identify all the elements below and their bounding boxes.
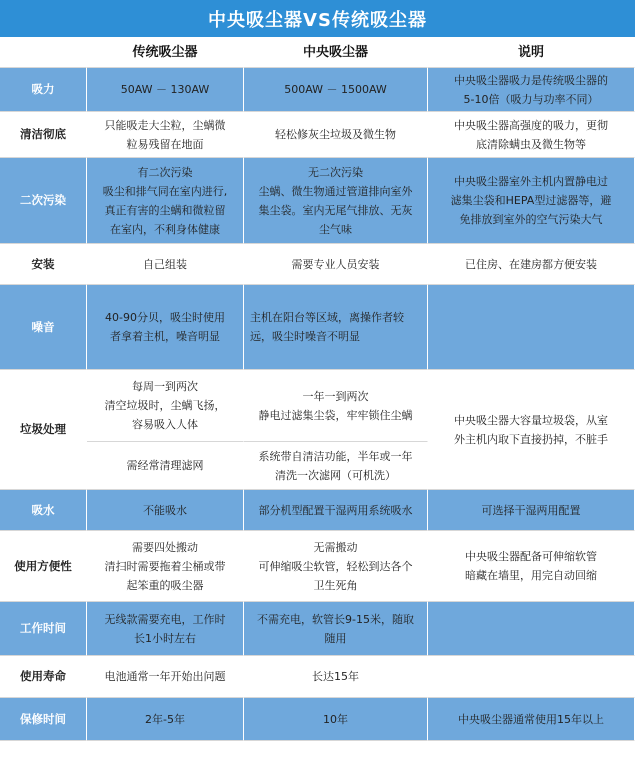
note-cell (428, 370, 635, 490)
traditional-cell (87, 442, 244, 490)
note-cell-line: 外主机内取下直接扔掉，不脏手 (454, 432, 608, 446)
traditional-cell (87, 158, 244, 244)
note-cell (428, 698, 635, 741)
central-cell (244, 244, 428, 285)
note-cell (428, 531, 635, 602)
traditional-cell-line: 40-90分贝，吸尘时使用 (105, 311, 225, 324)
traditional-cell-line: 清扫时需要拖着尘桶或带 (104, 559, 226, 573)
traditional-cell-line: 吸尘和排气同在室内进行, (102, 184, 228, 198)
header-blank (0, 37, 87, 68)
traditional-cell-line: 容易吸入人体 (132, 418, 198, 431)
note-cell-line: 中央吸尘器高强度的吸力，更彻 (454, 118, 608, 132)
central-cell (244, 698, 428, 741)
row-label: 噪音 (0, 285, 87, 370)
traditional-cell (87, 602, 244, 656)
central-cell (244, 442, 428, 490)
central-cell-line: 500AW － 1500AW (284, 83, 387, 96)
traditional-cell-line: 需要四处搬动 (132, 540, 198, 554)
central-cell-line: 尘气味 (319, 222, 352, 236)
note-cell-line: 底清除螨虫及微生物等 (476, 137, 586, 151)
traditional-cell (87, 244, 244, 285)
row-label: 垃圾处理 (0, 370, 87, 490)
central-cell (244, 490, 428, 531)
row-label: 使用方便性 (0, 531, 87, 602)
note-cell (428, 490, 635, 531)
note-cell-line: 免排放到室外的空气污染大气 (459, 213, 603, 226)
header-central: 中央吸尘器 (244, 37, 428, 68)
traditional-cell-line: 者拿着主机，噪音明显 (110, 330, 220, 343)
central-cell (244, 370, 428, 442)
note-cell (428, 656, 635, 698)
row-label: 清洁彻底 (0, 112, 87, 158)
traditional-cell (87, 112, 244, 158)
central-cell-line: 系统带自清洁功能，半年或一年 (258, 449, 413, 463)
central-cell-line: 远，吸尘时噪音不明显 (250, 330, 360, 343)
central-cell-line: 轻松修灰尘垃圾及微生物 (275, 128, 396, 141)
note-cell-line: 可选择干湿两用配置 (481, 503, 581, 517)
central-cell (244, 285, 428, 370)
traditional-cell-line: 需经常清理滤网 (126, 459, 204, 472)
traditional-cell (87, 370, 244, 442)
central-cell-line: 清洗一次滤网（可机洗） (275, 468, 396, 482)
traditional-cell-line: 起笨重的吸尘器 (126, 578, 204, 592)
header-traditional: 传统吸尘器 (87, 37, 244, 68)
central-cell (244, 531, 428, 602)
row-label: 保修时间 (0, 698, 87, 741)
central-cell-line: 需要专业人员安装 (291, 257, 380, 271)
row-label: 二次污染 (0, 158, 87, 244)
central-cell-line: 部分机型配置干湿两用系统吸水 (258, 503, 413, 517)
note-cell (428, 602, 635, 656)
note-cell-line: 5-10倍（吸力与功率不同） (463, 92, 599, 106)
traditional-cell (87, 285, 244, 370)
traditional-cell-line: 在室内，不利身体健康 (110, 222, 220, 236)
note-cell-line: 滤集尘袋和HEPA型过滤器等，避 (450, 194, 612, 207)
note-cell-line: 已住房、在建房都方便安装 (465, 257, 597, 271)
traditional-cell-line: 有二次污染 (137, 165, 193, 179)
row-label: 吸水 (0, 490, 87, 531)
traditional-cell-line: 只能吸走大尘粒，尘螨微 (104, 118, 226, 132)
traditional-cell-line: 长1小时左右 (134, 631, 196, 645)
traditional-cell-line: 清空垃圾时，尘螨飞扬， (104, 399, 226, 412)
note-cell-line: 中央吸尘器大容量垃圾袋，从室 (454, 413, 608, 427)
central-cell-line: 无二次污染 (308, 165, 363, 179)
page-title: 中央吸尘器VS传统吸尘器 (0, 0, 635, 37)
central-cell-line: 集尘袋。室内无尾气排放、无灰 (258, 203, 413, 217)
note-cell (428, 68, 635, 112)
central-cell (244, 602, 428, 656)
central-cell-line: 主机在阳台等区域，离操作者较 (250, 311, 404, 324)
row-label: 吸力 (0, 68, 87, 112)
note-cell (428, 158, 635, 244)
central-cell-line: 随用 (324, 631, 347, 645)
central-cell-line: 不需充电，软管长9-15米，随取 (257, 612, 414, 626)
row-label: 安装 (0, 244, 87, 285)
traditional-cell-line: 真正有害的尘螨和微粒留 (104, 203, 226, 217)
central-cell (244, 656, 428, 698)
central-cell-line: 卫生死角 (313, 578, 358, 592)
note-cell (428, 244, 635, 285)
traditional-cell (87, 531, 244, 602)
central-cell-line: 静电过滤集尘袋，牢牢锁住尘螨 (258, 408, 413, 422)
central-cell-line: 可伸缩吸尘软管，轻松到达各个 (258, 559, 413, 573)
traditional-cell-line: 每周一到两次 (132, 380, 198, 393)
traditional-cell (87, 656, 244, 698)
note-cell-line: 暗藏在墙里，用完自动回缩 (465, 569, 597, 582)
row-label: 使用寿命 (0, 656, 87, 698)
central-cell (244, 68, 428, 112)
central-cell-line: 长达15年 (312, 670, 359, 683)
central-cell (244, 158, 428, 244)
note-cell-line: 中央吸尘器通常使用15年以上 (458, 712, 604, 726)
traditional-cell-line: 自己组装 (143, 257, 187, 271)
central-cell-line: 一年一到两次 (302, 389, 369, 403)
central-cell (244, 112, 428, 158)
traditional-cell (87, 698, 244, 741)
traditional-cell-line: 2年-5年 (145, 712, 185, 726)
traditional-cell-line: 粒易残留在地面 (126, 137, 204, 151)
note-cell-line: 中央吸尘器配备可伸缩软管 (465, 550, 597, 563)
header-note: 说明 (428, 37, 635, 68)
traditional-cell-line: 不能吸水 (143, 503, 187, 517)
note-cell (428, 285, 635, 370)
traditional-cell-line: 50AW － 130AW (120, 83, 210, 96)
row-label: 工作时间 (0, 602, 87, 656)
traditional-cell (87, 68, 244, 112)
traditional-cell (87, 490, 244, 531)
note-cell-line: 中央吸尘器吸力是传统吸尘器的 (454, 73, 608, 87)
traditional-cell-line: 电池通常一年开始出问题 (104, 670, 226, 683)
central-cell-line: 尘螨、微生物通过管道排向室外 (258, 184, 413, 198)
note-cell-line: 中央吸尘器室外主机内置静电过 (454, 175, 608, 188)
note-cell (428, 112, 635, 158)
central-cell-line: 10年 (323, 712, 348, 726)
central-cell-line: 无需搬动 (313, 540, 358, 554)
traditional-cell-line: 无线款需要充电，工作时 (104, 612, 226, 626)
comparison-table (0, 37, 635, 764)
